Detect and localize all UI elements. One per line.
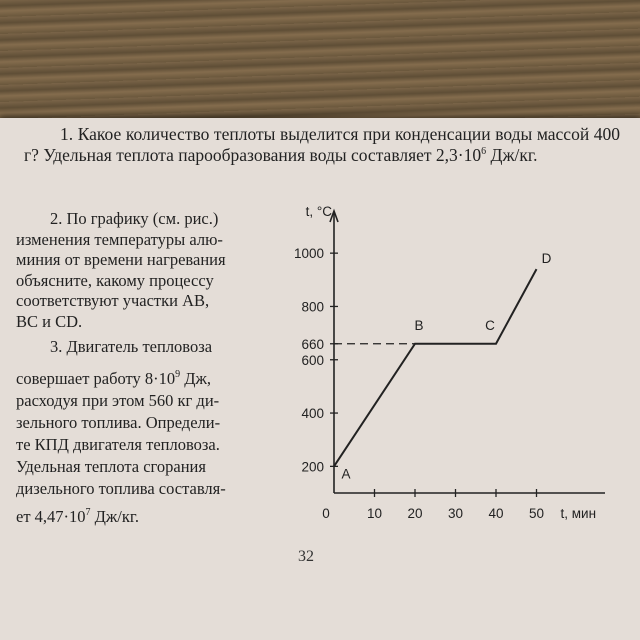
problem-2-line: соответствуют участки АВ, bbox=[16, 291, 210, 310]
y-tick-label: 660 bbox=[301, 336, 324, 352]
point-label-a: A bbox=[341, 466, 351, 482]
y-tick-label: 600 bbox=[301, 352, 324, 368]
y-tick-label: 800 bbox=[301, 299, 324, 315]
problem-2-line: миния от времени нагревания bbox=[16, 250, 226, 269]
temperature-curve bbox=[334, 269, 537, 466]
problem-3-exponent: 9 bbox=[175, 369, 181, 380]
problem-3-line: ет 4,47·10 bbox=[16, 507, 86, 526]
problem-1-exponent: 6 bbox=[481, 146, 487, 157]
problem-2-line: изменения температуры алю- bbox=[16, 229, 223, 249]
problem-3-line: совершает работу 8·10 bbox=[16, 369, 176, 388]
problem-3-line: Дж/кг. bbox=[90, 507, 139, 526]
problem-3-line: зельного топлива. Определи- bbox=[16, 413, 221, 432]
problem-2-line: объясните, какому процессу bbox=[16, 270, 214, 290]
x-tick-label: 40 bbox=[488, 506, 504, 521]
problem-3-line: Дж, bbox=[180, 369, 212, 388]
problem-3-line: те КПД двигателя тепловоза. bbox=[16, 435, 220, 454]
problem-3-line: 3. Двигатель тепловоза bbox=[50, 337, 213, 356]
problem-2-line: 2. По графику (см. рис.) bbox=[50, 209, 219, 228]
problem-1-text: Какое количество теплоты выделится при конденсации воды массой 400 г? Удельная теплота парообразования воды составляет 2,3·10 bbox=[24, 124, 621, 165]
point-label-c: C bbox=[485, 317, 495, 333]
problem-1-tail: Дж/кг. bbox=[486, 145, 538, 165]
problem-2-line: ВС и CD. bbox=[16, 311, 83, 331]
page-number: 32 bbox=[298, 548, 314, 565]
problem-1-number: 1. bbox=[60, 124, 74, 144]
x-tick-label: 20 bbox=[407, 506, 423, 521]
x-tick-label: 10 bbox=[366, 506, 383, 521]
y-tick-label: 1000 bbox=[293, 246, 324, 262]
problem-3-line: дизельного топлива составля- bbox=[16, 479, 226, 498]
problem-3-exponent: 7 bbox=[85, 507, 91, 518]
y-axis-title: t, °C bbox=[305, 204, 332, 219]
point-label-d: D bbox=[541, 251, 552, 267]
y-tick-label: 400 bbox=[301, 406, 324, 422]
y-tick-label: 200 bbox=[301, 459, 324, 475]
problem-3-line: Удельная теплота сгорания bbox=[16, 457, 206, 476]
x-axis-title: t, мин bbox=[560, 506, 597, 521]
problem-3-line: расходуя при этом 560 кг ди- bbox=[16, 391, 220, 410]
point-label-b: B bbox=[414, 317, 424, 333]
x-tick-label: 50 bbox=[528, 506, 545, 521]
x-tick-label: 0 bbox=[322, 506, 330, 521]
x-tick-label: 30 bbox=[447, 506, 464, 521]
